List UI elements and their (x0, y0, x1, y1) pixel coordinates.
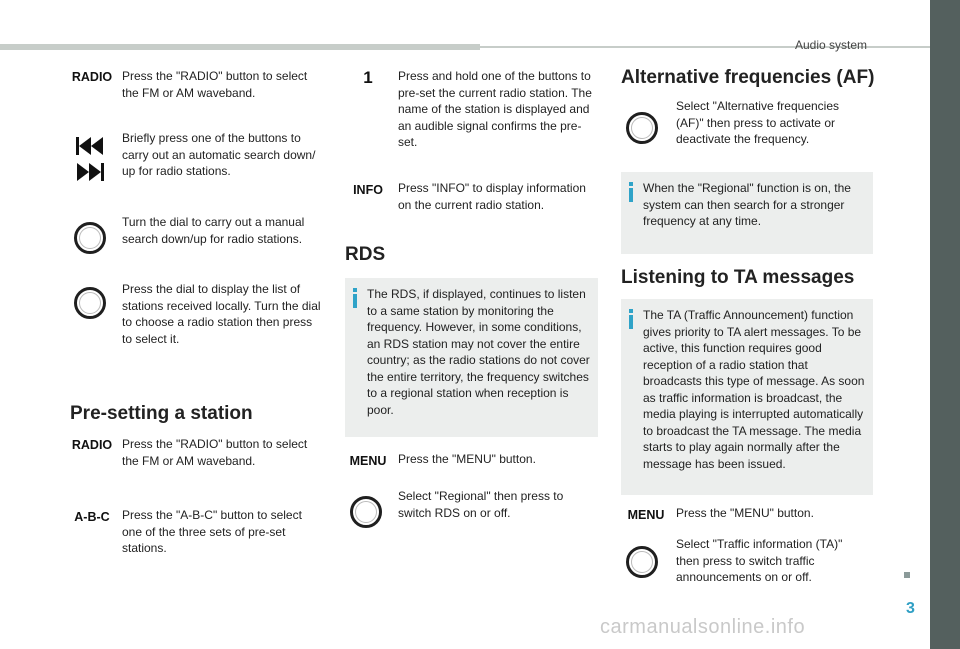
info-button-label: INFO (353, 183, 383, 197)
abc-instruction: Press the "A-B-C" button to select one of the three sets of pre-set stations. (122, 508, 302, 555)
ta-note-text: The TA (Traffic Announcement) function gives priority to TA alert messages. To be active, this function requires good reception of a radio station that broadcasts this type of message. As soon as traffic information is broadcast, the media playing is interrupted automatically to broadcast the TA message. The media starts to play again normally after the message has been issued. (643, 308, 865, 471)
rds-note-text: The RDS, if displayed, continues to listen to a same station by monitoring the frequency. However, in some conditions, an RDS station may not cover the entire country; as the radio stations do not cover the entire territory, the frequency switches to a regional station when reception is poor. (367, 287, 590, 417)
preset-heading: Pre-setting a station (70, 403, 253, 424)
continue-marker (904, 572, 910, 578)
page-number: 3 (906, 600, 915, 617)
radio-button-label: RADIO (71, 438, 113, 452)
ta-select-instruction: Select "Traffic information (TA)" then press to switch traffic announcements on or off. (676, 537, 843, 584)
preset-button-label: 1 (363, 68, 373, 87)
seek-instruction: Briefly press one of the buttons to carry out an automatic search down/ up for radio stations. (122, 131, 316, 178)
seek-down-icon (76, 136, 104, 156)
radio-button-label: RADIO (71, 70, 113, 84)
af-note-text: When the "Regional" function is on, the system can then search for a stronger frequency at any time. (643, 181, 851, 228)
ta-heading: Listening to TA messages (621, 267, 855, 288)
dial-icon (626, 546, 658, 578)
section-title: Audio system (795, 38, 868, 52)
preset-hold-instruction: Press and hold one of the buttons to pre-set the current radio station. The name of the station is displayed and an audible signal confirms the pre-set. (398, 69, 592, 149)
rds-heading: RDS (345, 244, 386, 265)
radio-instruction: Press the "RADIO" button to select the FM or AM waveband. (122, 69, 308, 100)
dial-icon (74, 222, 106, 254)
menu-instruction: Press the "MENU" button. (398, 452, 536, 466)
dial-icon (74, 287, 106, 319)
menu-instruction: Press the "MENU" button. (676, 506, 814, 520)
header-rule (0, 44, 480, 50)
preset-radio-instruction: Press the "RADIO" button to select the FM or AM waveband. (122, 437, 308, 468)
watermark: carmanualsonline.info (600, 616, 806, 638)
seek-up-icon (76, 162, 104, 182)
info-icon (629, 182, 633, 202)
dial-icon (350, 496, 382, 528)
info-icon (629, 309, 633, 329)
rds-note (345, 278, 598, 437)
dial-turn-instruction: Turn the dial to carry out a manual search down/up for radio stations. (122, 215, 305, 246)
af-heading: Alternative frequencies (AF) (621, 67, 875, 88)
menu-button-label: MENU (627, 508, 665, 522)
info-instruction: Press "INFO" to display information on the current radio station. (398, 181, 586, 212)
af-note (621, 172, 873, 254)
menu-button-label: MENU (349, 454, 387, 468)
abc-button-label: A-B-C (74, 510, 110, 524)
ta-note (621, 299, 873, 495)
page-edge-bar (930, 0, 960, 649)
af-instruction: Select "Alternative frequencies (AF)" then press to activate or deactivate the frequency. (676, 99, 840, 146)
dial-icon (626, 112, 658, 144)
info-icon (353, 288, 357, 308)
regional-instruction: Select "Regional" then press to switch RDS on or off. (398, 489, 564, 520)
dial-press-instruction: Press the dial to display the list of stations received locally. Turn the dial to choose a radio station then press to select it. (122, 282, 321, 346)
